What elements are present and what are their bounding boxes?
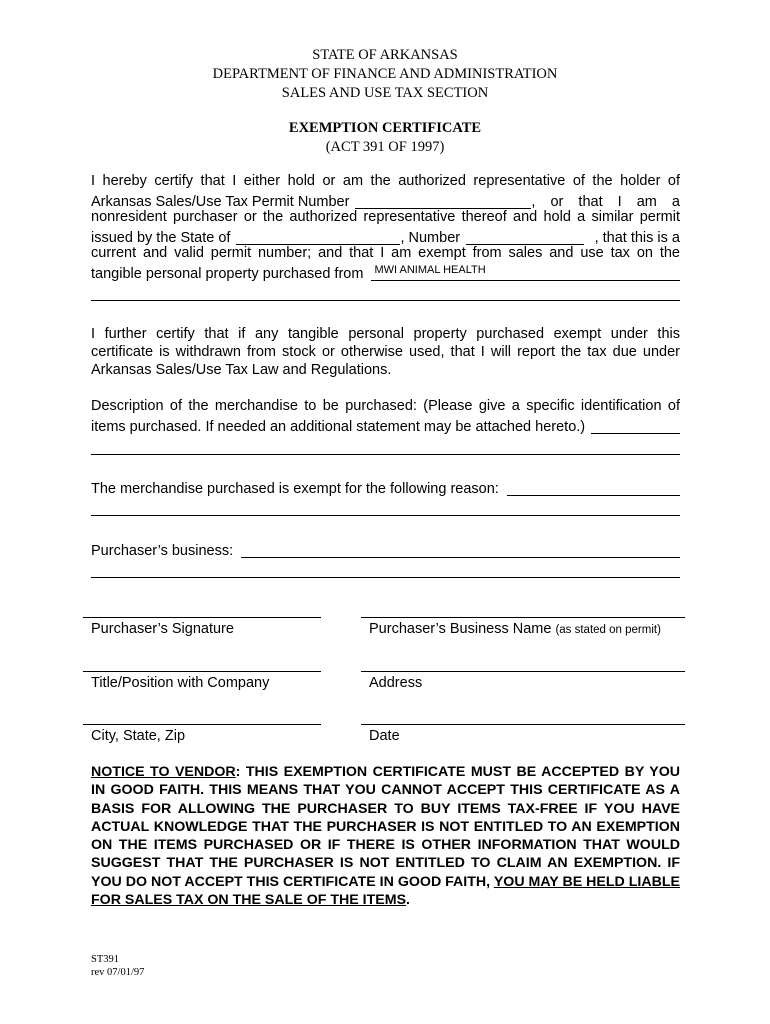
notice-heading: NOTICE TO VENDOR: [91, 764, 236, 780]
vendor-field[interactable]: [371, 265, 680, 281]
notice-body: THIS EXEMPTION CERTIFICATE MUST BE ACCEPTED BY YOU IN GOOD FAITH. THIS MEANS THAT YOU CANNOT ACCEPT THIS CERTIFICATE AS A BASIS FOR ALLOWING THE PURCHASER TO BUY ITEMS TAX-FREE IF YOU HAVE ACTUAL KNOWLEDGE THAT THE PURCHASER IS NOT ENTITLED TO AN EXEMPTION ON THE ITEMS PURCHASED OR IF THERE IS OTHER INFORMATION THAT WOULD SUGGEST THAT THE PURCHASER IS NOT ENTITLED TO CLAIM AN EXEMPTION. IF YOU DO NOT ACCEPT THIS CERTIFICATE IN GOOD FAITH,: [91, 764, 680, 890]
business-continuation-line[interactable]: [91, 577, 680, 578]
form-revision: rev 07/01/97: [91, 967, 145, 978]
description-label: items purchased. If needed an additional statement may be attached hereto.): [91, 419, 586, 435]
certify-line-4-end: , that this is a: [594, 230, 680, 246]
business-name-label-group: [369, 620, 661, 639]
title-position-line[interactable]: [83, 671, 321, 672]
state-field[interactable]: [236, 229, 400, 245]
certify-line-3: nonresident purchaser or the authorized representative thereof and hold a similar permit: [91, 209, 680, 225]
certify-line-6: [91, 262, 680, 283]
description-line-2: [91, 415, 680, 436]
signature-line[interactable]: [83, 617, 321, 618]
notice-end: .: [406, 892, 410, 909]
business-name-note: (as stated on permit): [555, 624, 661, 636]
business-label: Purchaser’s business:: [91, 543, 234, 559]
description-field[interactable]: [591, 418, 680, 434]
business-field[interactable]: [241, 542, 680, 558]
further-line-3: Arkansas Sales/Use Tax Law and Regulations.: [91, 362, 392, 378]
certificate-act: (ACT 391 OF 1997): [325, 139, 445, 155]
reason-label: The merchandise purchased is exempt for the following reason:: [91, 481, 499, 497]
city-state-zip-label: City, State, Zip: [91, 728, 186, 744]
address-line[interactable]: [361, 671, 685, 672]
further-line-2: certificate is withdrawn from stock or otherwise used, that I will report the tax due under: [91, 344, 680, 360]
notice-liability: YOU MAY BE HELD LIABLE FOR SALES TAX ON THE SALE OF THE ITEMS: [91, 873, 680, 909]
vendor-label: tangible personal property purchased from: [91, 266, 364, 282]
date-label: Date: [369, 728, 400, 744]
permit-number-field[interactable]: [355, 193, 531, 209]
address-label: Address: [369, 675, 423, 691]
reason-line: [91, 477, 680, 498]
state-label: issued by the State of: [91, 230, 231, 246]
certify-line-1: I hereby certify that I either hold or am the authorized representative of the holder of: [91, 173, 680, 189]
reason-field[interactable]: [507, 480, 680, 496]
business-name-label: Purchaser’s Business Name: [369, 621, 552, 637]
business-line: [91, 539, 680, 560]
certificate-title: EXEMPTION CERTIFICATE: [288, 120, 482, 136]
description-line-1: Description of the merchandise to be purchased: (Please give a specific identification of: [91, 398, 680, 414]
vendor-continuation-line[interactable]: [91, 300, 680, 301]
date-line[interactable]: [361, 724, 685, 725]
header-department: DEPARTMENT OF FINANCE AND ADMINISTRATION: [212, 66, 558, 82]
state-permit-number-field[interactable]: [466, 229, 584, 245]
business-name-line[interactable]: [361, 617, 685, 618]
title-position-label: Title/Position with Company: [91, 675, 270, 691]
number-label: , Number: [400, 230, 461, 246]
vendor-value: MWI ANIMAL HEALTH: [374, 264, 486, 276]
header-section: SALES AND USE TAX SECTION: [281, 85, 489, 101]
description-continuation-line[interactable]: [91, 454, 680, 455]
certify-line-2-end: , or that I am a: [531, 194, 680, 210]
notice-to-vendor: [91, 763, 680, 909]
header-state: STATE OF ARKANSAS: [312, 47, 458, 63]
further-line-1: I further certify that if any tangible personal property purchased exempt under this: [91, 326, 680, 342]
reason-continuation-line[interactable]: [91, 515, 680, 516]
signature-label: Purchaser’s Signature: [91, 621, 234, 637]
permit-number-label: Arkansas Sales/Use Tax Permit Number: [91, 194, 350, 210]
city-state-zip-line[interactable]: [83, 724, 321, 725]
notice-colon: :: [235, 764, 241, 780]
form-number: ST391: [91, 954, 120, 965]
certify-line-5: current and valid permit number; and that I am exempt from sales and use tax on the: [91, 245, 680, 261]
